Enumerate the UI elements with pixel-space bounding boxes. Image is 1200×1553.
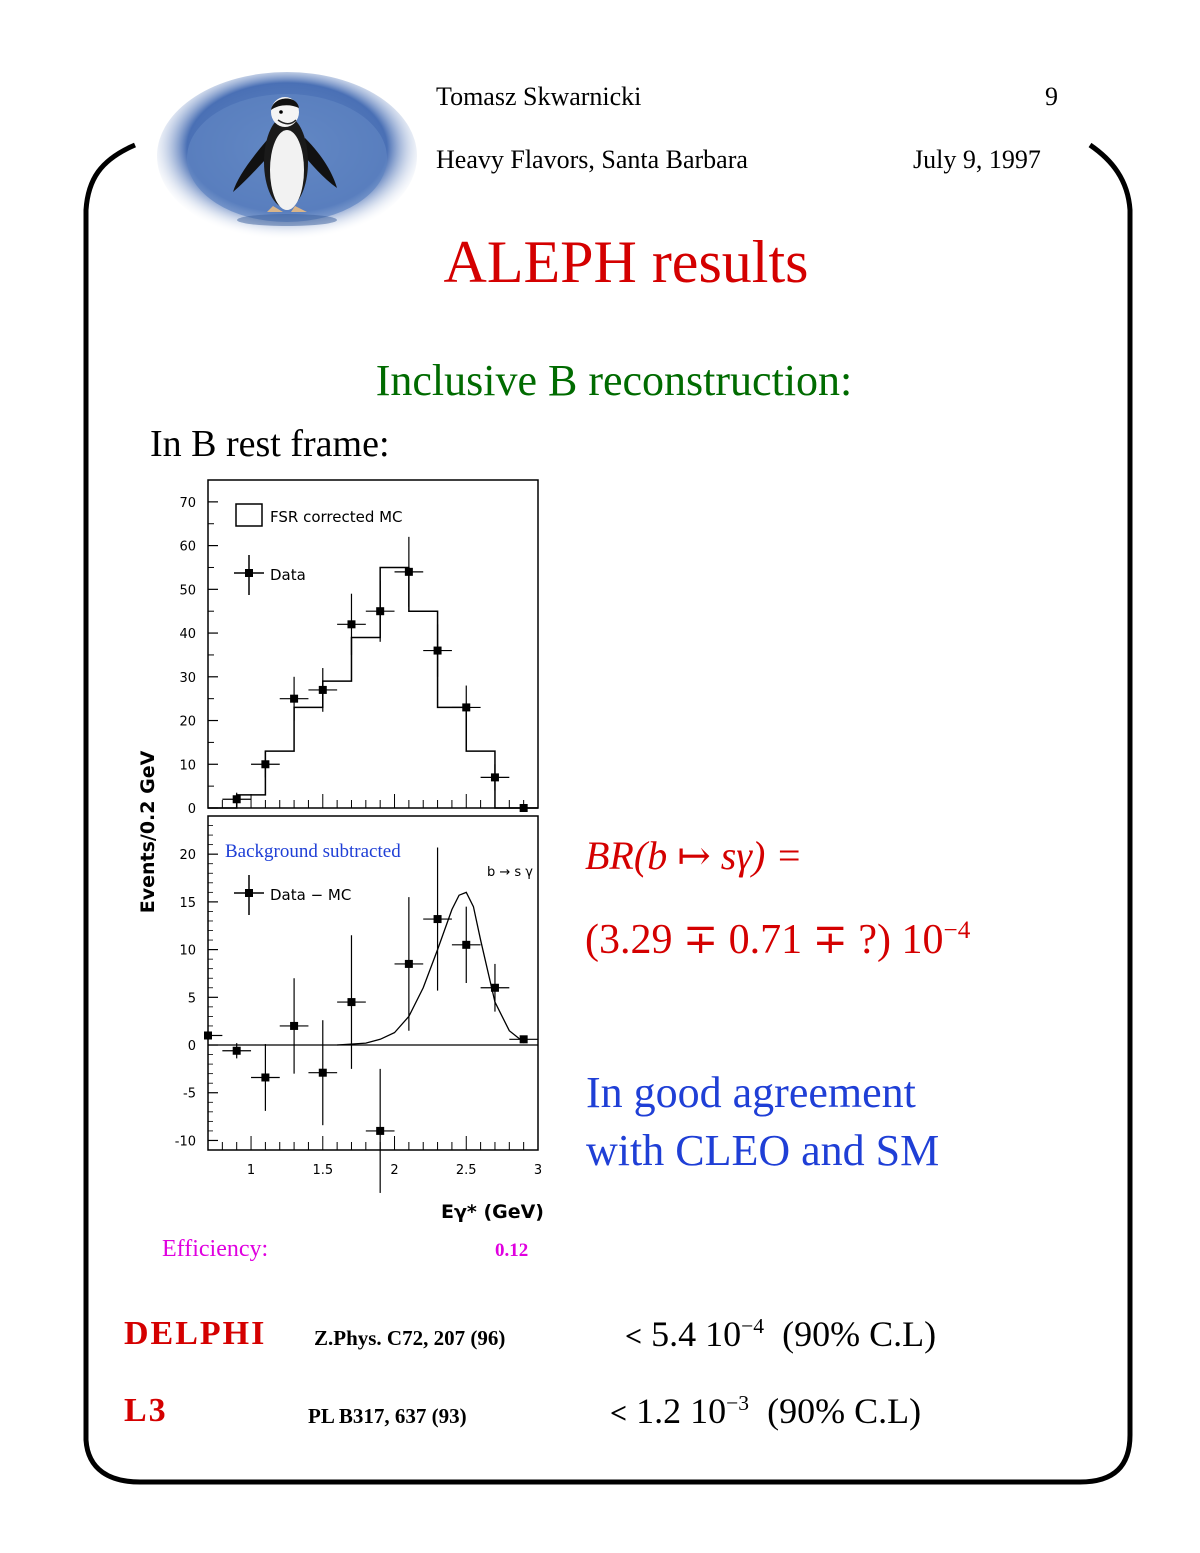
legend-data-mc-label: Data − MC <box>270 886 352 904</box>
x-tick-label: 1.5 <box>312 1163 334 1178</box>
x-tick-label: 2.5 <box>455 1163 477 1178</box>
signal-curve-line <box>337 892 524 1045</box>
penguin-icon <box>155 70 420 242</box>
data-point <box>462 703 470 711</box>
less-than-sign: < <box>610 1397 628 1430</box>
branching-ratio-exponent: −4 <box>943 917 971 944</box>
less-than-sign: < <box>625 1320 643 1353</box>
confidence-level: (90% C.L) <box>782 1314 937 1354</box>
conference-date: July 9, 1997 <box>913 145 1041 174</box>
data-point <box>520 804 528 812</box>
conference-name: Heavy Flavors, Santa Barbara <box>436 145 748 174</box>
signal-curve-label: b → s γ <box>486 865 533 880</box>
data-point <box>376 607 384 615</box>
data-point <box>434 647 442 655</box>
legend-data-marker <box>245 889 253 897</box>
limit-exponent: −4 <box>741 1314 765 1338</box>
data-point <box>290 1022 298 1030</box>
y-tick-label: 50 <box>179 583 196 599</box>
efficiency-value: 0.12 <box>495 1240 529 1261</box>
experiment-name-l3: L3 <box>124 1392 168 1429</box>
data-point <box>491 773 499 781</box>
data-point <box>290 695 298 703</box>
mc-histogram-line <box>208 567 538 808</box>
legend-data-marker <box>245 569 253 577</box>
branching-ratio-mantissa: (3.29 ∓ 0.71 ∓ ?) 10 <box>585 917 944 963</box>
page-number: 9 <box>1045 82 1058 111</box>
limit-mantissa: 1.2 10 <box>636 1391 727 1431</box>
data-point <box>347 620 355 628</box>
data-point <box>261 760 269 768</box>
branching-ratio-value <box>585 914 970 964</box>
experiment-reference-delphi: Z.Phys. C72, 207 (96) <box>314 1326 506 1350</box>
data-point <box>462 941 470 949</box>
legend-mc-label: FSR corrected MC <box>270 508 403 526</box>
data-point <box>233 795 241 803</box>
x-tick-label: 2 <box>390 1163 399 1178</box>
branching-ratio-formula: BR(b ↦ sγ) = <box>585 833 803 878</box>
y-tick-label: 15 <box>179 895 196 911</box>
experiment-limit-l3 <box>610 1390 921 1432</box>
data-point <box>491 984 499 992</box>
y-tick-label: 0 <box>187 1039 196 1055</box>
experiment-limit-delphi <box>625 1313 936 1355</box>
experiment-name-delphi: DELPHI <box>124 1315 267 1352</box>
y-tick-label: -5 <box>183 1086 196 1102</box>
agreement-line-2: with CLEO and SM <box>586 1126 940 1175</box>
y-tick-label: 0 <box>187 802 196 817</box>
legend-data-label: Data <box>270 566 306 584</box>
y-tick-label: 30 <box>179 670 196 686</box>
data-point <box>347 998 355 1006</box>
agreement-line-1: In good agreement <box>586 1068 916 1117</box>
y-tick-label: 20 <box>179 714 196 730</box>
data-point <box>520 1035 528 1043</box>
limit-exponent: −3 <box>726 1391 750 1415</box>
data-point <box>261 1073 269 1081</box>
confidence-level: (90% C.L) <box>767 1391 922 1431</box>
data-point <box>405 568 413 576</box>
legend-mc-swatch <box>236 504 262 526</box>
background-subtracted-annotation: Background subtracted <box>225 841 401 862</box>
y-tick-label: 70 <box>179 495 196 511</box>
data-point <box>319 686 327 694</box>
rest-frame-label: In B rest frame: <box>150 423 390 465</box>
aleph-photon-spectrum-charts <box>120 470 560 1230</box>
y-tick-label: 10 <box>179 758 196 774</box>
y-tick-label: 20 <box>179 848 196 864</box>
y-tick-label: 5 <box>187 991 196 1007</box>
efficiency-label: Efficiency: <box>162 1236 269 1262</box>
limit-mantissa: 5.4 10 <box>651 1314 742 1354</box>
data-point <box>405 960 413 968</box>
data-point <box>376 1127 384 1135</box>
top-plot-frame <box>208 480 538 808</box>
y-tick-label: 60 <box>179 539 196 555</box>
x-axis-title: Eγ* (GeV) <box>440 1201 544 1223</box>
agreement-statement <box>586 1064 939 1180</box>
data-point <box>434 915 442 923</box>
x-tick-label: 1 <box>246 1163 256 1178</box>
y-tick-label: 40 <box>179 627 196 643</box>
data-point <box>233 1047 241 1055</box>
experiment-reference-l3: PL B317, 637 (93) <box>308 1404 467 1428</box>
data-point <box>204 1031 212 1039</box>
page-title: ALEPH results <box>443 229 809 295</box>
data-point <box>319 1069 327 1077</box>
author-name: Tomasz Skwarnicki <box>436 82 642 111</box>
y-axis-title: Events/0.2 GeV <box>137 750 159 914</box>
subtitle: Inclusive B reconstruction: <box>375 356 853 405</box>
y-tick-label: -10 <box>174 1134 196 1150</box>
x-tick-label: 3 <box>533 1163 543 1178</box>
y-tick-label: 10 <box>179 943 196 959</box>
